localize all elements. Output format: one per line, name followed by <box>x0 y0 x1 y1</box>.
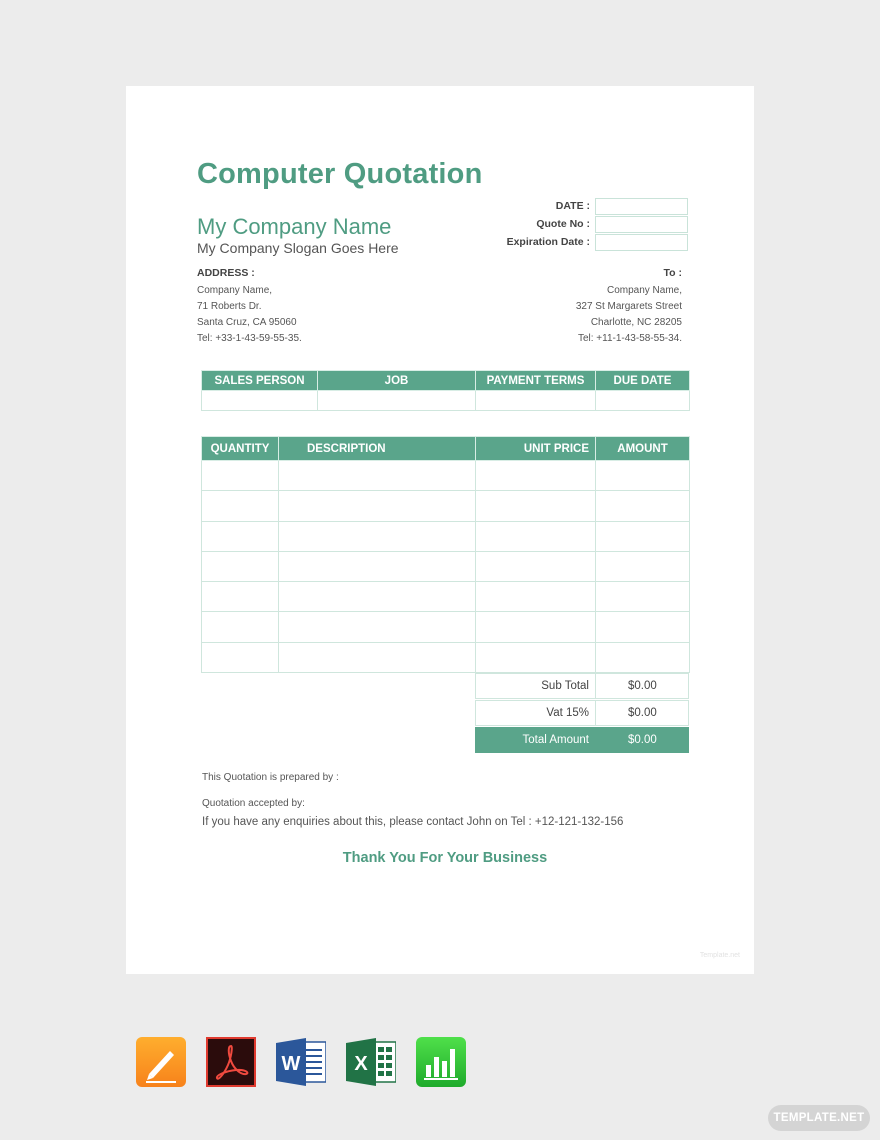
quantity-cell[interactable] <box>202 491 279 521</box>
total-amount-label: Total Amount <box>475 727 596 753</box>
quantity-cell[interactable] <box>202 521 279 551</box>
payment-terms-header: PAYMENT TERMS <box>476 371 596 391</box>
numbers-icon[interactable] <box>416 1037 466 1087</box>
word-icon[interactable] <box>276 1037 326 1087</box>
description-cell[interactable] <box>279 521 476 551</box>
from-line-3: Santa Cruz, CA 95060 <box>197 317 297 328</box>
due-date-cell[interactable] <box>596 391 690 411</box>
expiration-date-field[interactable] <box>595 234 688 251</box>
amount-cell[interactable] <box>596 582 690 612</box>
unit-price-cell[interactable] <box>476 551 596 581</box>
subtotal-label: Sub Total <box>475 673 596 699</box>
total-amount-value: $0.00 <box>595 727 689 753</box>
thank-you-message: Thank You For Your Business <box>342 850 548 866</box>
quotation-sheet <box>126 86 754 974</box>
amount-header: AMOUNT <box>596 437 690 461</box>
quantity-cell[interactable] <box>202 461 279 491</box>
quote-no-field[interactable] <box>595 216 688 233</box>
quote-no-label: Quote No : <box>536 218 590 230</box>
payment-terms-cell[interactable] <box>476 391 596 411</box>
items-table <box>201 436 690 673</box>
svg-text:X: X <box>354 1053 368 1075</box>
description-header: DESCRIPTION <box>279 437 476 461</box>
svg-text:W: W <box>281 1053 301 1075</box>
pages-icon[interactable] <box>136 1037 186 1087</box>
table-row <box>202 491 690 521</box>
subtotal-value: $0.00 <box>595 673 689 699</box>
job-cell[interactable] <box>318 391 476 411</box>
job-header: JOB <box>318 371 476 391</box>
address-heading: ADDRESS : <box>197 267 255 279</box>
to-line-2: 327 St Margarets Street <box>575 301 682 312</box>
unit-price-cell[interactable] <box>476 461 596 491</box>
description-cell[interactable] <box>279 612 476 642</box>
to-line-4: Tel: +11-1-43-58-55-34. <box>577 333 682 344</box>
table-row <box>202 461 690 491</box>
expiration-date-label: Expiration Date : <box>506 236 590 248</box>
quantity-cell[interactable] <box>202 642 279 672</box>
unit-price-cell[interactable] <box>476 642 596 672</box>
unit-price-cell[interactable] <box>476 521 596 551</box>
sales-person-cell[interactable] <box>202 391 318 411</box>
pdf-icon[interactable] <box>206 1037 256 1087</box>
description-cell[interactable] <box>279 582 476 612</box>
amount-cell[interactable] <box>596 612 690 642</box>
unit-price-cell[interactable] <box>476 582 596 612</box>
amount-cell[interactable] <box>596 521 690 551</box>
prepared-by-label: This Quotation is prepared by : <box>202 772 339 783</box>
watermark: Template.net <box>699 952 740 959</box>
amount-cell[interactable] <box>596 642 690 672</box>
to-line-3: Charlotte, NC 28205 <box>590 317 682 328</box>
quantity-cell[interactable] <box>202 551 279 581</box>
due-date-header: DUE DATE <box>596 371 690 391</box>
table-row <box>202 582 690 612</box>
table-row <box>202 521 690 551</box>
unit-price-header: UNIT PRICE <box>476 437 596 461</box>
amount-cell[interactable] <box>596 491 690 521</box>
description-cell[interactable] <box>279 461 476 491</box>
job-row <box>202 391 690 411</box>
amount-cell[interactable] <box>596 551 690 581</box>
from-line-4: Tel: +33-1-43-59-55-35. <box>197 333 302 344</box>
from-line-2: 71 Roberts Dr. <box>197 301 262 312</box>
document-title: Computer Quotation <box>197 158 483 190</box>
accepted-by-label: Quotation accepted by: <box>202 798 305 809</box>
enquiries-note: If you have any enquiries about this, please contact John on Tel : +12-121-132-156 <box>202 816 624 828</box>
job-table <box>201 370 690 411</box>
description-cell[interactable] <box>279 551 476 581</box>
description-cell[interactable] <box>279 642 476 672</box>
sales-person-header: SALES PERSON <box>202 371 318 391</box>
quantity-cell[interactable] <box>202 612 279 642</box>
from-line-1: Company Name, <box>197 285 273 296</box>
quantity-header: QUANTITY <box>202 437 279 461</box>
table-row <box>202 642 690 672</box>
unit-price-cell[interactable] <box>476 612 596 642</box>
to-heading: To : <box>663 267 682 279</box>
date-field[interactable] <box>595 198 688 215</box>
company-name: My Company Name <box>197 214 392 239</box>
table-row <box>202 551 690 581</box>
company-slogan: My Company Slogan Goes Here <box>197 240 399 256</box>
amount-cell[interactable] <box>596 461 690 491</box>
quantity-cell[interactable] <box>202 582 279 612</box>
template-net-badge[interactable]: TEMPLATE.NET <box>768 1105 870 1131</box>
description-cell[interactable] <box>279 491 476 521</box>
vat-value: $0.00 <box>595 700 689 726</box>
unit-price-cell[interactable] <box>476 491 596 521</box>
vat-label: Vat 15% <box>475 700 596 726</box>
excel-icon[interactable] <box>346 1037 396 1087</box>
table-row <box>202 612 690 642</box>
to-line-1: Company Name, <box>606 285 682 296</box>
date-label: DATE : <box>555 200 590 212</box>
